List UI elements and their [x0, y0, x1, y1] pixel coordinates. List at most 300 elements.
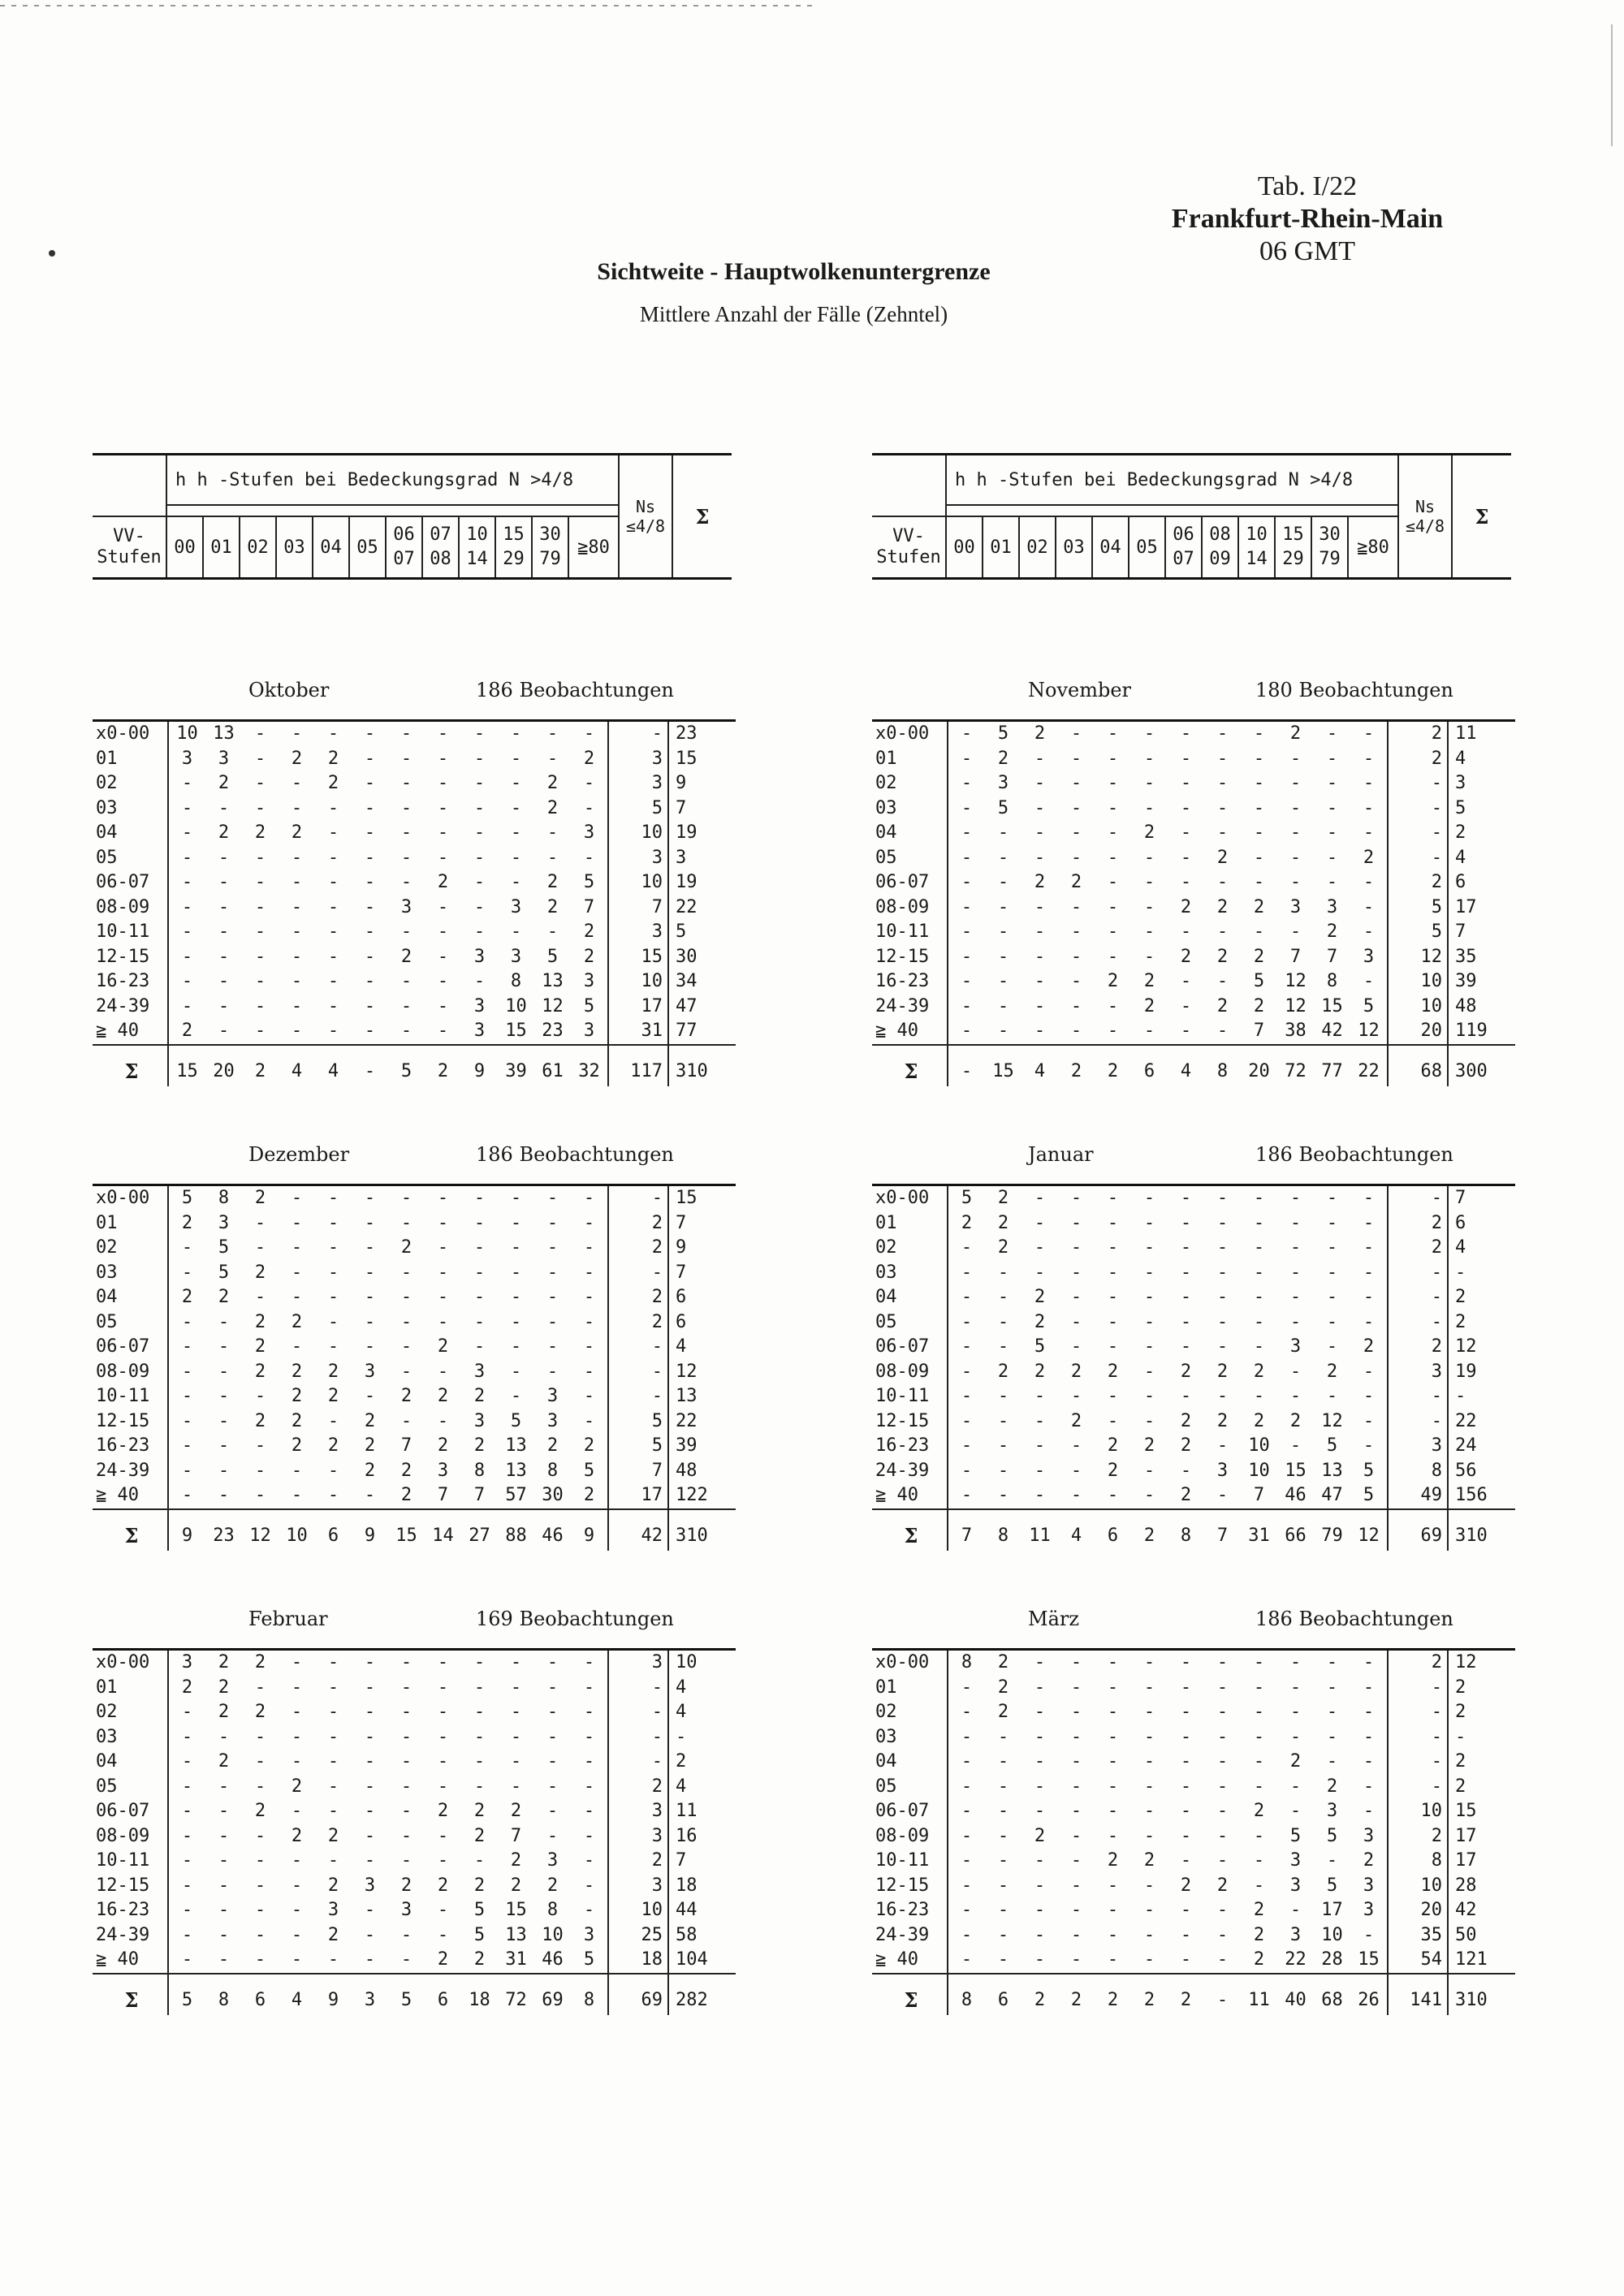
cell: 2	[327, 1825, 339, 1846]
ns-cell: 10	[608, 969, 668, 995]
cell: 2	[546, 1875, 559, 1896]
sum-cell: 12	[668, 1360, 736, 1385]
cell: -	[291, 1212, 303, 1233]
ns-cell: 5	[608, 796, 668, 822]
ns-cell: 3	[608, 1799, 668, 1824]
cell: 4	[327, 1060, 339, 1081]
cell: -	[1070, 847, 1082, 868]
cell: 2	[242, 1185, 279, 1211]
table-row	[93, 1874, 736, 1899]
cell: -	[181, 1924, 193, 1945]
sum-cell: 22	[1448, 1409, 1515, 1435]
row-label: 24-39	[93, 995, 168, 1020]
gap-cell	[608, 1974, 668, 1986]
cell: 79	[1321, 1525, 1343, 1546]
gap-cell	[1204, 1045, 1241, 1057]
sum-cell: 19	[668, 870, 736, 896]
cell: -	[1253, 748, 1265, 769]
row-label: 05	[872, 1775, 948, 1800]
gap-cell	[461, 1509, 498, 1521]
cell: -	[181, 946, 193, 967]
cell: -	[997, 971, 1009, 991]
cell: -	[948, 1948, 985, 1974]
cell: 3	[510, 896, 522, 917]
cell: 6	[327, 1525, 339, 1546]
cell: -	[352, 1948, 388, 1974]
cell: -	[181, 822, 193, 843]
cell: -	[997, 1287, 1009, 1307]
table-row	[872, 1650, 1515, 1676]
cell: 3	[473, 946, 486, 967]
cell: 5	[1289, 1825, 1302, 1846]
cell: 2	[327, 748, 339, 769]
cell: -	[1058, 721, 1095, 747]
row-label: 01	[93, 1211, 168, 1236]
table-row	[93, 1849, 736, 1874]
row-label: 03	[93, 796, 168, 822]
cell: 3	[583, 971, 595, 991]
cell: -	[425, 721, 461, 747]
cell: -	[1143, 1825, 1155, 1846]
cell: -	[1180, 797, 1192, 818]
group-label: h h -Stufen bei Bedeckungsgrad N >4/8	[946, 455, 1398, 506]
cell: -	[254, 1900, 266, 1920]
col-10-14: 10 14	[459, 516, 495, 579]
cell: -	[364, 1287, 376, 1307]
cell: -	[961, 1336, 973, 1357]
cell: -	[400, 1212, 412, 1233]
cell: -	[181, 995, 193, 1016]
cell: -	[364, 1311, 376, 1332]
cell: -	[1363, 896, 1375, 917]
col-30-79: 30 79	[532, 516, 568, 579]
observation-count: 186 Beobachtungen	[1255, 1143, 1453, 1166]
cell: -	[254, 1726, 266, 1747]
cell: 2	[583, 946, 595, 967]
table-row	[93, 1898, 736, 1923]
cell: -	[1363, 1410, 1375, 1431]
table-row	[93, 1459, 736, 1484]
cell: -	[1021, 1483, 1058, 1509]
sum-cell: 121	[1448, 1948, 1515, 1974]
cell: -	[218, 946, 230, 967]
cell: -	[571, 1650, 608, 1676]
sum-cell: 48	[1448, 995, 1515, 1020]
row-label: 10-11	[93, 920, 168, 945]
cell: -	[1216, 1702, 1229, 1722]
cell: -	[1143, 748, 1155, 769]
cell: -	[327, 872, 339, 892]
row-label: 03	[93, 1725, 168, 1750]
gap-cell	[1131, 1045, 1168, 1057]
cell: 3	[327, 1900, 339, 1920]
cell: -	[997, 1336, 1009, 1357]
sum-cell: -	[1448, 1384, 1515, 1409]
col-06-07: 06 07	[1165, 516, 1202, 579]
cell: -	[218, 896, 230, 917]
gap-cell	[1241, 1509, 1277, 1521]
cell: -	[364, 971, 376, 991]
table-row	[872, 1849, 1515, 1874]
sum-cell: 22	[668, 1409, 736, 1435]
cell: 2	[1107, 1361, 1119, 1382]
row-label: 16-23	[93, 1898, 168, 1923]
cell: -	[218, 847, 230, 868]
cell: -	[1143, 921, 1155, 942]
cell: -	[1070, 1311, 1082, 1332]
cell: -	[1143, 872, 1155, 892]
cell: 2	[1253, 1924, 1265, 1945]
gap-cell	[1314, 1509, 1350, 1521]
cell: -	[364, 872, 376, 892]
cell: -	[400, 1311, 412, 1332]
cell: 2	[205, 1650, 242, 1676]
month-heading	[872, 679, 1515, 719]
cell: 2	[181, 1287, 193, 1307]
cell: 31	[498, 1948, 534, 1974]
cell: -	[1216, 1287, 1229, 1307]
cell: -	[327, 971, 339, 991]
cell: -	[437, 1237, 449, 1258]
month-name: Dezember	[248, 1143, 350, 1166]
cell: 26	[1358, 1989, 1380, 2010]
cell: -	[1253, 797, 1265, 818]
table-row	[872, 747, 1515, 772]
sum-cell: 12	[1448, 1335, 1515, 1360]
cell: -	[961, 896, 973, 917]
cell: -	[1107, 1311, 1119, 1332]
row-label: 04	[93, 821, 168, 846]
cell: -	[1216, 1825, 1229, 1846]
month-heading	[93, 679, 736, 719]
cell: 2	[1107, 1989, 1119, 2010]
cell: -	[1107, 1237, 1119, 1258]
gap-cell	[1095, 1045, 1131, 1057]
cell: -	[437, 1850, 449, 1871]
cell: -	[218, 1801, 230, 1821]
cell: 8	[997, 1525, 1009, 1546]
table-row	[872, 1700, 1515, 1725]
gap-cell	[315, 1509, 352, 1521]
cell: 2	[218, 1702, 230, 1722]
cell: 5	[473, 1900, 486, 1920]
cell: -	[181, 872, 193, 892]
cell: -	[961, 822, 973, 843]
cell: 15	[1285, 1460, 1307, 1481]
ns-cell: 2	[608, 1285, 668, 1310]
cell: -	[437, 1776, 449, 1797]
cell: 3	[1363, 1825, 1375, 1846]
cell: -	[1204, 721, 1241, 747]
ns-label: Ns	[635, 497, 656, 516]
gap-cell	[1168, 1045, 1204, 1057]
cell: -	[181, 896, 193, 917]
cell: 66	[1285, 1525, 1307, 1546]
cell: -	[473, 773, 486, 793]
cell: 2	[1363, 1336, 1375, 1357]
cell: -	[461, 1650, 498, 1676]
cell: -	[327, 797, 339, 818]
cell: -	[327, 847, 339, 868]
page-subtitle: Mittlere Anzahl der Fälle (Zehntel)	[639, 302, 948, 326]
cell: -	[291, 1726, 303, 1747]
cell: -	[437, 1677, 449, 1698]
row-label: 08-09	[872, 896, 948, 921]
cell: 3	[1289, 896, 1302, 917]
cell: -	[1143, 1875, 1155, 1896]
row-label: 08-09	[872, 1824, 948, 1849]
cell: -	[1289, 1776, 1302, 1797]
cell: -	[583, 1287, 595, 1307]
table-row	[93, 821, 736, 846]
cell: 69	[542, 1989, 564, 2010]
cell: -	[473, 1850, 486, 1871]
cell: -	[961, 1060, 973, 1081]
cell: -	[218, 971, 230, 991]
cell: -	[400, 1262, 412, 1283]
cell: -	[437, 822, 449, 843]
ns-cell: 12	[1388, 945, 1448, 970]
gap-cell	[1314, 1974, 1350, 1986]
cell: 2	[400, 1875, 412, 1896]
ns-cell: -	[1388, 1750, 1448, 1775]
cell: -	[279, 721, 315, 747]
cell: 3	[1289, 1924, 1302, 1945]
month-block-3	[872, 1143, 1515, 1551]
row-label: 01	[872, 1676, 948, 1701]
cell: 5	[1326, 1435, 1338, 1456]
gap-cell	[1448, 1045, 1515, 1057]
cell: -	[291, 1677, 303, 1698]
ns-cell: 2	[1388, 1211, 1448, 1236]
col-30-79: 30 79	[1311, 516, 1348, 579]
month-name: Oktober	[248, 679, 330, 701]
cell: -	[181, 921, 193, 942]
cell: -	[510, 921, 522, 942]
cell: -	[985, 1483, 1021, 1509]
cell: -	[583, 1410, 595, 1431]
cell: -	[400, 1287, 412, 1307]
ns-cell: 25	[608, 1923, 668, 1949]
cell: 32	[578, 1060, 600, 1081]
cell: -	[1363, 1702, 1375, 1722]
cell: 23	[213, 1525, 235, 1546]
cell: -	[1180, 773, 1192, 793]
cell: -	[1216, 872, 1229, 892]
sum-cell: 19	[668, 821, 736, 846]
cell: -	[1107, 1825, 1119, 1846]
row-gap	[93, 1045, 736, 1057]
cell: -	[1253, 1212, 1265, 1233]
cell: -	[583, 1776, 595, 1797]
cell: 12	[249, 1525, 271, 1546]
sum-cell: 6	[668, 1310, 736, 1336]
ns-cell: 31	[608, 1019, 668, 1045]
cell: 13	[505, 1460, 527, 1481]
sum-cell: 7	[1448, 920, 1515, 945]
cell: -	[1363, 1287, 1375, 1307]
cell: 2	[1216, 1410, 1229, 1431]
month-block-0	[93, 679, 736, 1086]
cell: 3	[473, 995, 486, 1016]
cell: 2	[254, 1361, 266, 1382]
cell: -	[1216, 1751, 1229, 1772]
cell: -	[291, 1875, 303, 1896]
ns-cell: 10	[1388, 1874, 1448, 1899]
cell: -	[1034, 1677, 1046, 1698]
cell: 2	[546, 896, 559, 917]
cell: -	[1034, 1410, 1046, 1431]
cell: -	[254, 971, 266, 991]
cell: -	[583, 1751, 595, 1772]
cell: -	[1180, 1237, 1192, 1258]
cell: 77	[1321, 1060, 1343, 1081]
row-label: 10-11	[872, 1849, 948, 1874]
cell: 6	[997, 1989, 1009, 2010]
cell: -	[437, 748, 449, 769]
table-row	[872, 1211, 1515, 1236]
cell: 3	[473, 1361, 486, 1382]
row-label: 02	[872, 1700, 948, 1725]
cell: -	[510, 1702, 522, 1722]
col-02: 02	[1019, 516, 1056, 579]
cell: -	[583, 1677, 595, 1698]
cell: -	[583, 1726, 595, 1747]
cell: 2	[1070, 1989, 1082, 2010]
ns-cell: -	[608, 1725, 668, 1750]
cell: 27	[469, 1525, 490, 1546]
cell: -	[1326, 1287, 1338, 1307]
table-row	[872, 1261, 1515, 1286]
cell: 2	[327, 1386, 339, 1406]
cell: 2	[437, 872, 449, 892]
cell: -	[400, 971, 412, 991]
gap-cell	[1388, 1045, 1448, 1057]
cell: -	[583, 847, 595, 868]
cell: -	[1289, 1900, 1302, 1920]
cell: -	[1070, 1801, 1082, 1821]
gap-cell	[1021, 1974, 1058, 1986]
cell: -	[1095, 1483, 1131, 1509]
cell: -	[1034, 971, 1046, 991]
cell: 2	[254, 1311, 266, 1332]
sum-cell: 2	[1448, 1700, 1515, 1725]
cell: 4	[1034, 1060, 1046, 1081]
cell: 2	[364, 1460, 376, 1481]
table-row	[872, 1824, 1515, 1849]
row-label: x0-00	[872, 1185, 948, 1211]
cell: -	[1180, 1262, 1192, 1283]
cell: -	[291, 1924, 303, 1945]
cell: -	[985, 1019, 1021, 1045]
table-row	[93, 771, 736, 796]
cell: -	[546, 1726, 559, 1747]
gap-cell	[279, 1045, 315, 1057]
cell: 7	[425, 1483, 461, 1509]
table-row	[93, 846, 736, 871]
cell: -	[364, 1677, 376, 1698]
cell: -	[1180, 847, 1192, 868]
cell: 15	[992, 1060, 1014, 1081]
cell: -	[546, 822, 559, 843]
cell: 2	[1143, 1850, 1155, 1871]
cell: -	[510, 748, 522, 769]
cell: -	[961, 1924, 973, 1945]
cell: -	[254, 1924, 266, 1945]
ns-cell: 10	[1388, 969, 1448, 995]
total-row	[93, 1521, 736, 1551]
cell: 3	[1289, 1336, 1302, 1357]
cell: -	[1180, 1311, 1192, 1332]
row-label: x0-00	[93, 1650, 168, 1676]
cell: -	[1021, 1019, 1058, 1045]
cell: -	[254, 995, 266, 1016]
cell: 5	[1363, 1460, 1375, 1481]
cell: -	[583, 1386, 595, 1406]
table-row	[872, 1019, 1515, 1045]
cell: -	[1289, 1435, 1302, 1456]
cell: 2	[985, 1650, 1021, 1676]
ns-cell: -	[608, 721, 668, 747]
cell: 72	[505, 1989, 527, 2010]
ns-cell: -	[1388, 1285, 1448, 1310]
sum-cell: 310	[1448, 1986, 1515, 2015]
sum-cell: 50	[1448, 1923, 1515, 1949]
cell: 8	[205, 1185, 242, 1211]
cell: -	[388, 1185, 425, 1211]
cell: 5	[583, 995, 595, 1016]
cell: -	[400, 1801, 412, 1821]
cell: 2	[1143, 822, 1155, 843]
cell: 7	[400, 1435, 412, 1456]
sum-cell: 300	[1448, 1057, 1515, 1086]
cell: 46	[1277, 1483, 1314, 1509]
cell: 5	[218, 1262, 230, 1283]
cell: -	[1289, 1262, 1302, 1283]
cell: -	[1034, 896, 1046, 917]
column-header-right	[872, 453, 1511, 580]
cell: 2	[1253, 1801, 1265, 1821]
total-label: Σ	[93, 1986, 168, 2015]
cell: 2	[400, 1386, 412, 1406]
table-row	[872, 1335, 1515, 1360]
cell: -	[1180, 1850, 1192, 1871]
row-gap	[872, 1974, 1515, 1986]
observation-count: 169 Beobachtungen	[476, 1608, 674, 1630]
cell: -	[1034, 1237, 1046, 1258]
cell: -	[1021, 1948, 1058, 1974]
cell: -	[327, 1776, 339, 1797]
table-row	[93, 1261, 736, 1286]
cell: -	[473, 1212, 486, 1233]
cell: -	[1143, 1677, 1155, 1698]
ns-header	[619, 455, 672, 579]
cell: -	[473, 1237, 486, 1258]
table-row	[872, 1948, 1515, 1974]
cell: -	[961, 1435, 973, 1456]
cell: -	[997, 1825, 1009, 1846]
cell: -	[473, 748, 486, 769]
cell: -	[315, 1948, 352, 1974]
cell: -	[1095, 1948, 1131, 1974]
scan-artifact	[0, 5, 812, 6]
cell: -	[510, 1776, 522, 1797]
cell: -	[1143, 1311, 1155, 1332]
cell: -	[1216, 1900, 1229, 1920]
cell: -	[961, 1311, 973, 1332]
cell: 2	[1216, 995, 1229, 1016]
cell: -	[218, 1726, 230, 1747]
